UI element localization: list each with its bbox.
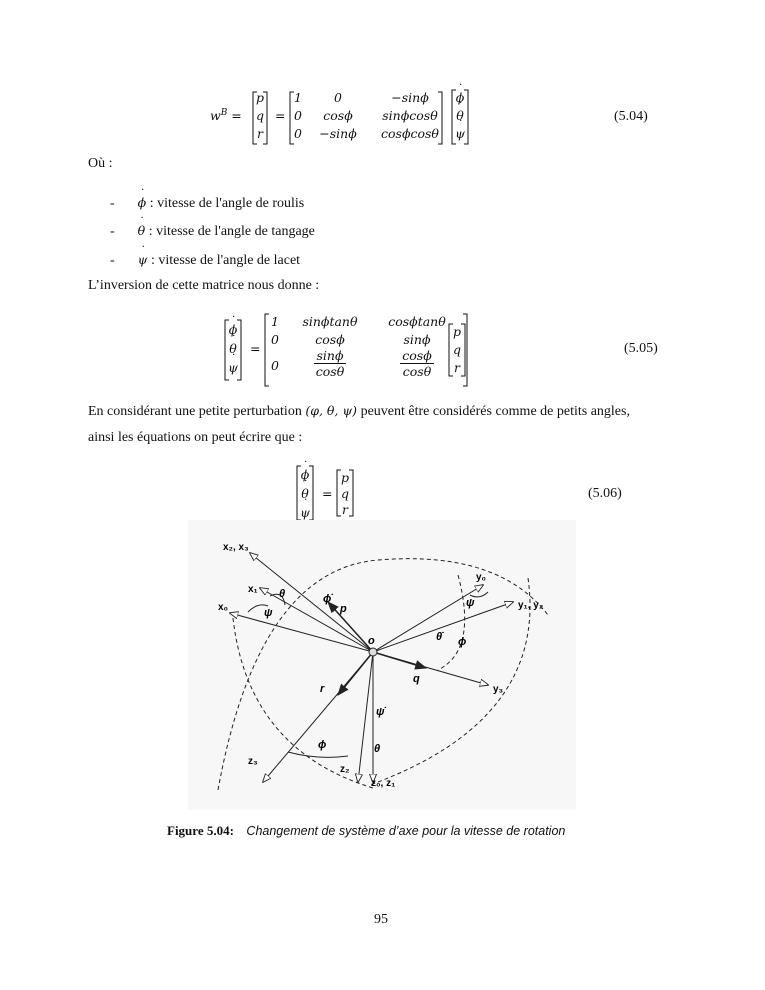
perturbation-paragraph-line2: ainsi les équations on peut écrire que : <box>88 430 303 445</box>
m504-21: 0 <box>294 108 302 123</box>
m504-32: −sinϕ <box>319 126 357 141</box>
eq505-number: (5.05) <box>624 341 658 356</box>
eq506-r: r <box>342 502 348 517</box>
eq504-psidot: ψ ˙ <box>455 126 465 141</box>
m505-21: 0 <box>271 332 279 347</box>
equation-5-06: ϕ ˙ θ ˙ ψ ˙ = p q r <box>294 464 374 526</box>
eq504-thetadot: θ ˙ <box>456 108 464 123</box>
eq506-psidot: ψ ˙ <box>300 505 310 520</box>
eq505-r: r <box>454 360 460 375</box>
rotation-axes-figure <box>188 520 576 810</box>
m504-33: cosϕcosθ <box>381 126 439 141</box>
m504-12: 0 <box>334 90 342 105</box>
eq506-p: p <box>340 470 349 485</box>
label-z2: z₂ <box>340 764 350 775</box>
m505-22: cosϕ <box>315 332 345 347</box>
bullet-lacet: - ψ ˙ : vitesse de l'angle de lacet <box>110 251 300 270</box>
figure-caption-label: Figure 5.04: <box>167 823 234 838</box>
label-phi-z: ϕ <box>318 739 327 751</box>
label-y0: y₀ <box>476 572 487 583</box>
label-z3: z₃ <box>248 756 258 767</box>
label-z0-z1: z₀, z₁ <box>371 778 396 789</box>
figure-caption-text: Changement de système d’axe pour la vitesse de rotation <box>246 824 566 838</box>
eq506-q: q <box>340 486 349 501</box>
equation-5-04 <box>205 88 495 148</box>
eq506-number: (5.06) <box>588 486 622 501</box>
label-psi-y: ψ <box>466 597 475 609</box>
label-x2-x3: x₂, x₃ <box>223 542 249 553</box>
label-theta-z: θ <box>374 743 381 755</box>
bullet-roulis: - ϕ ˙ : vitesse de l'angle de roulis <box>110 194 304 213</box>
bullet-lacet-symbol: ψ ˙ <box>138 251 148 269</box>
eq505-thetadot: θ ˙ <box>229 341 237 356</box>
eq504-phidot: ϕ ˙ <box>456 90 465 105</box>
label-x0: x₀ <box>218 602 229 613</box>
bullet-tangage: - θ ˙ : vitesse de l'angle de tangage <box>110 222 315 241</box>
m505-13: cosϕtanθ <box>388 314 446 329</box>
label-psidot: ψ̇ <box>376 706 385 718</box>
m504-11: 1 <box>294 90 302 105</box>
m505-12: sinϕtanθ <box>302 314 358 329</box>
label-psi-x: ψ <box>264 607 273 619</box>
label-y1-y2: y₁, y₂ <box>518 600 544 611</box>
m505-33: $\frac{\cos\phi}{\cos\theta}$ <box>402 348 432 379</box>
m505-11: 1 <box>271 314 279 329</box>
bullet-tangage-symbol: θ ˙ <box>138 222 146 240</box>
m505-23: sinϕ <box>403 332 431 347</box>
bullet-roulis-symbol: ϕ ˙ <box>138 194 147 212</box>
eq505-psidot: ψ ˙ <box>228 360 238 375</box>
eq504-r: r <box>257 126 263 141</box>
label-r: r <box>320 683 325 695</box>
label-o: o <box>368 635 375 647</box>
label-phi-y: ϕ <box>458 636 467 648</box>
label-phidot: ϕ̇ <box>323 593 332 605</box>
eq506-phidot: ϕ ˙ <box>301 467 310 482</box>
label-x1: x₁ <box>248 584 258 595</box>
m505-31: 0 <box>271 358 279 373</box>
figure-caption <box>167 822 565 840</box>
eq504-p: p <box>255 90 264 105</box>
eq505-p: p <box>452 324 461 339</box>
m504-13: −sinϕ <box>391 90 429 105</box>
eq504-q: q <box>255 108 264 123</box>
eq504-lhs: $w^B$ = <box>210 108 242 124</box>
label-thetadot: θ̇ <box>436 631 443 643</box>
label-q: q <box>413 673 420 685</box>
label-theta-x: θ <box>279 588 286 600</box>
eq505-phidot: ϕ ˙ <box>229 322 238 337</box>
angles-tuple: (φ, θ, ψ) <box>305 403 358 418</box>
perturbation-paragraph-line1: En considérant une petite perturbation (φ, θ, ψ) peuvent être considérés comme de petits angles, <box>88 403 630 419</box>
m504-31: 0 <box>294 126 302 141</box>
eq505-q: q <box>452 342 461 357</box>
m505-32: $\frac{\sin\phi}{\cos\theta}$ <box>315 348 345 379</box>
eq504-equals: = <box>275 108 286 123</box>
equation-5-05: ϕ ˙ θ ˙ ψ ˙ = 1 sinϕtanθ cosϕtanθ 0 cosϕ sinϕ 0 $\frac{\sin\phi}{\cos\theta}$ $\frac{\cos\phi}{\cos\theta}$ p q r <box>222 312 472 392</box>
inversion-text: L’inversion de cette matrice nous donne : <box>88 278 320 293</box>
eq504-number: (5.04) <box>614 109 648 124</box>
m504-23: sinϕcosθ <box>382 108 438 123</box>
m504-22: cosϕ <box>323 108 353 123</box>
ou-label: Où : <box>88 156 113 171</box>
origin-point <box>369 648 377 656</box>
page-number: 95 <box>374 912 388 927</box>
label-p: p <box>340 603 347 615</box>
eq506-thetadot: θ ˙ <box>301 486 309 501</box>
label-y3: y₃ <box>493 684 504 695</box>
